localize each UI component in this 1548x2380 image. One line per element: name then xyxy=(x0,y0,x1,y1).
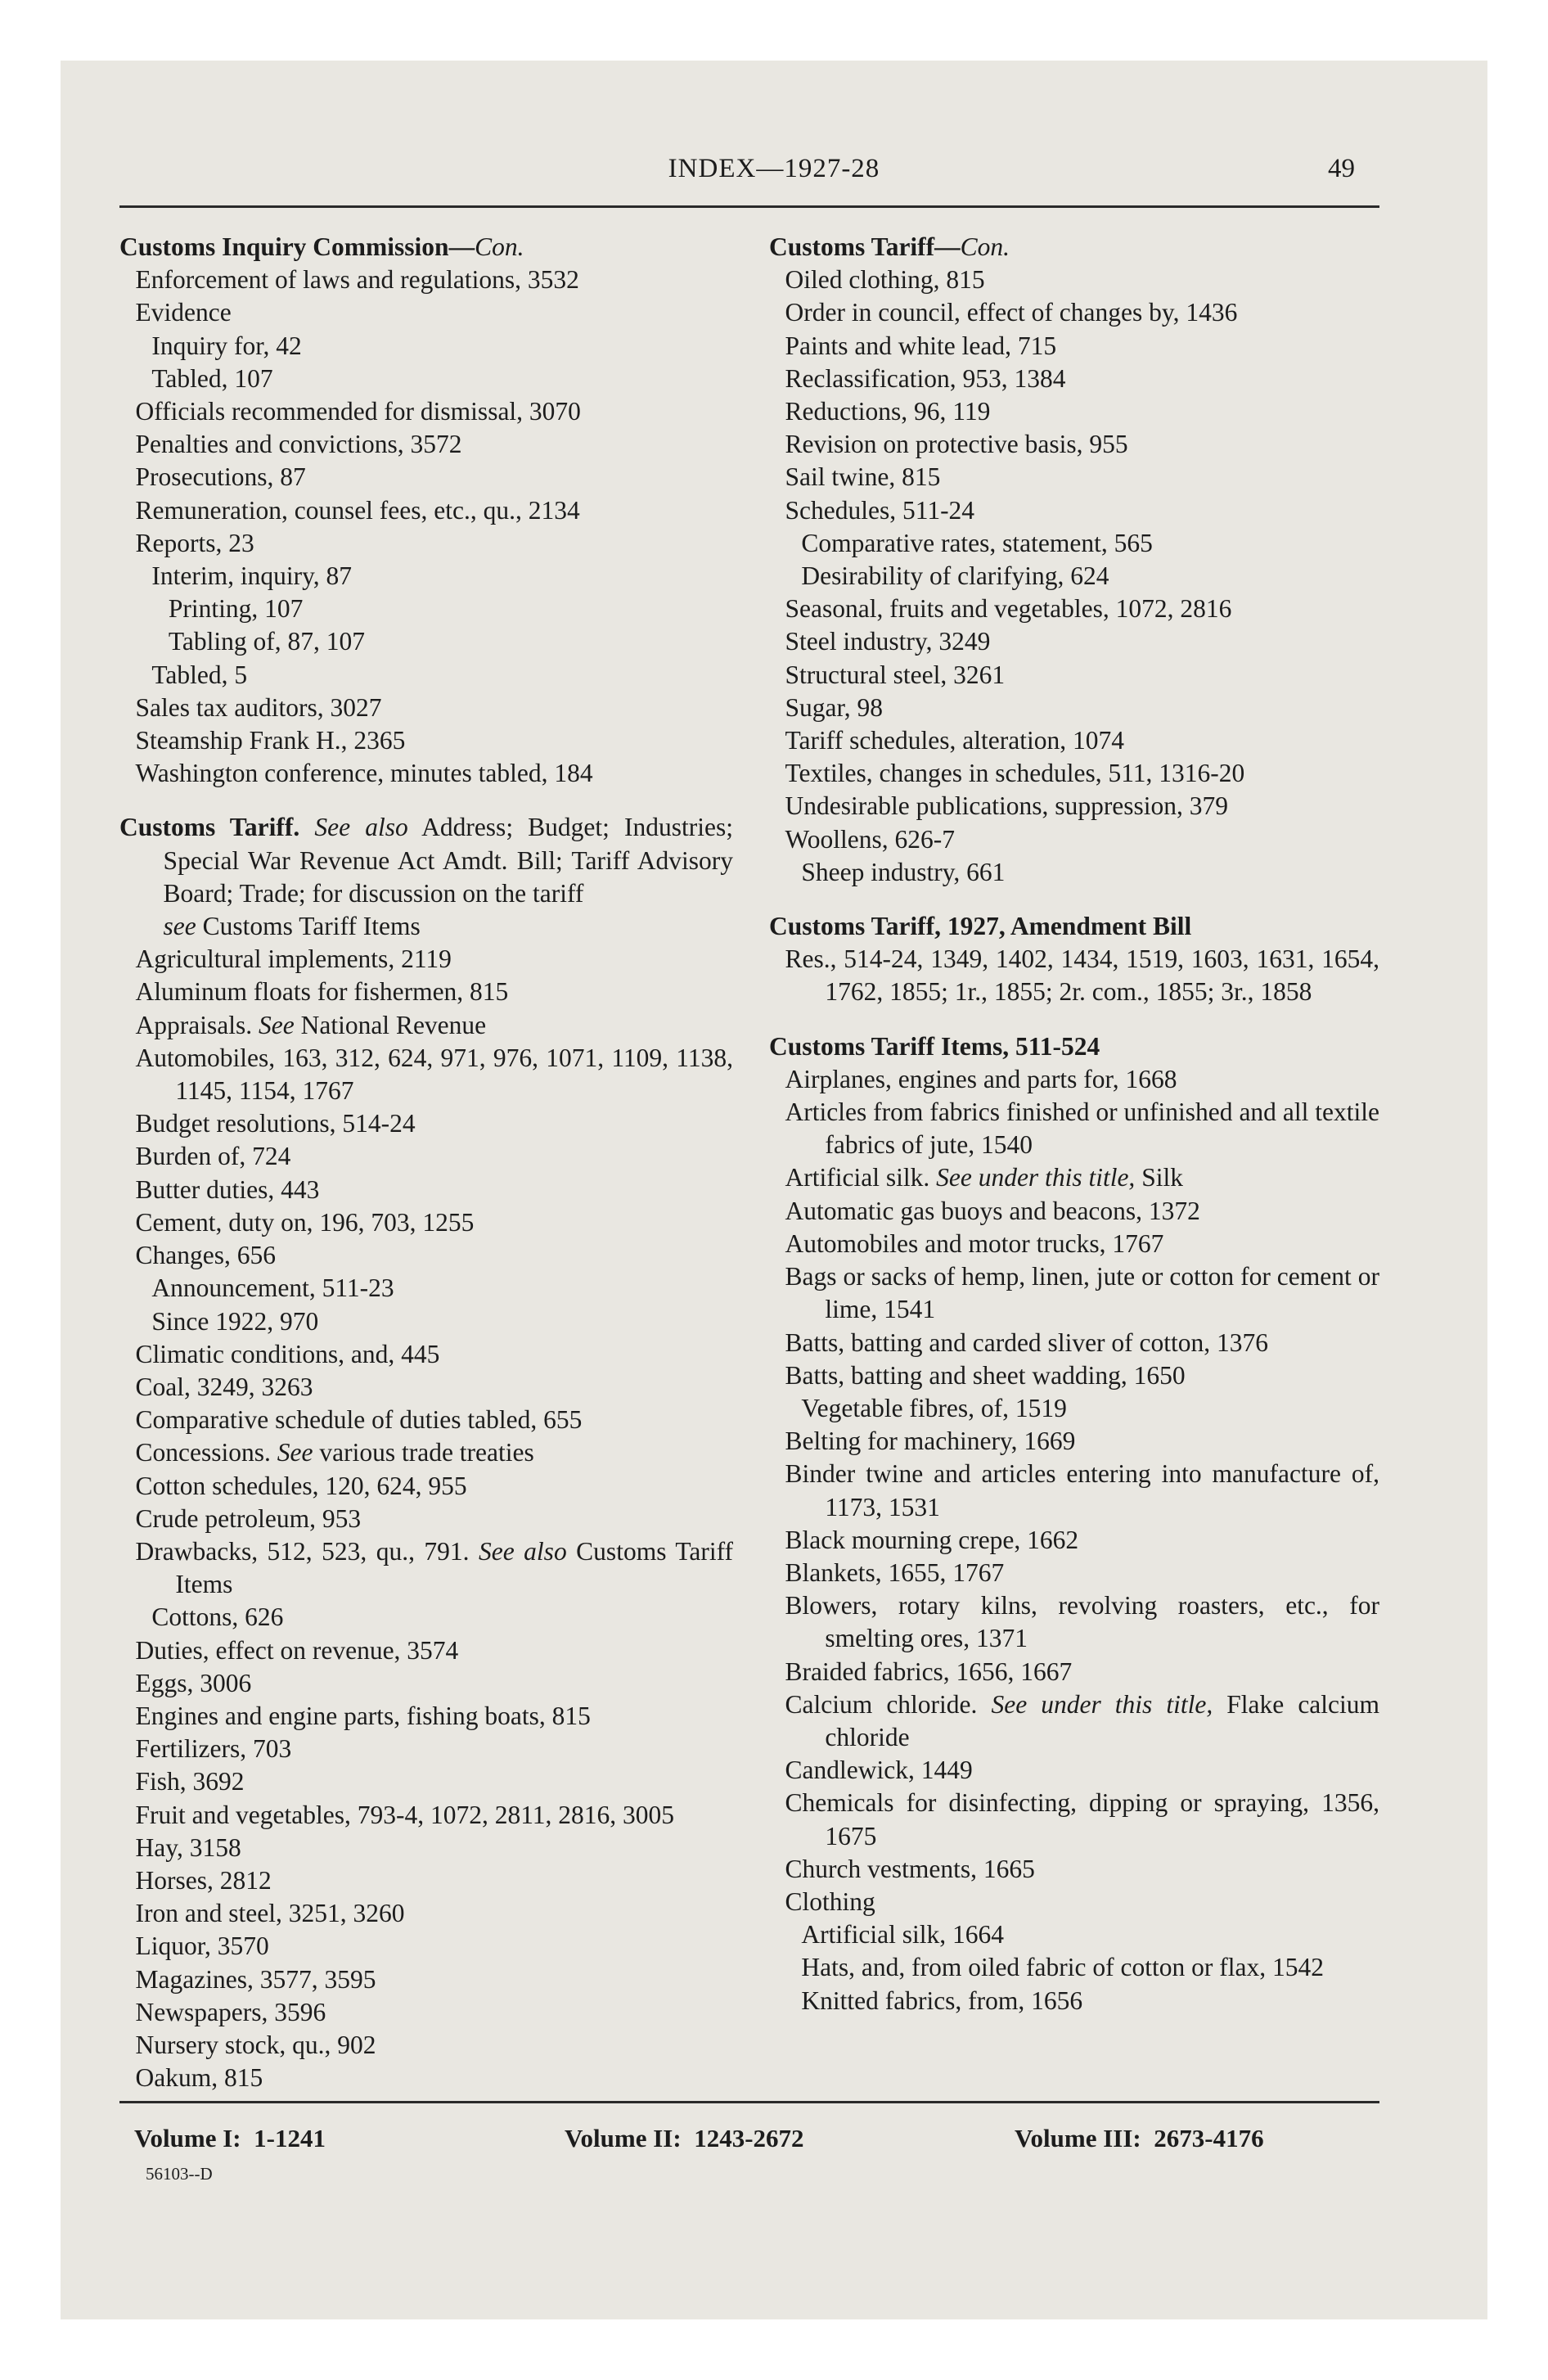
index-entry xyxy=(769,461,1379,494)
index-entry xyxy=(769,1787,1379,1852)
index-entry xyxy=(769,560,1379,593)
index-column-left xyxy=(119,231,733,2094)
print-code: 56103--D xyxy=(146,2164,213,2184)
volume-3-label: Volume III: xyxy=(1015,2124,1141,2152)
entry-text: Changes, 656 xyxy=(135,1241,276,1270)
see-reference: See under this title, xyxy=(936,1163,1136,1192)
section-gap xyxy=(769,1009,1379,1030)
index-entry xyxy=(119,1733,733,1765)
entry-text: Magazines, 3577, 3595 xyxy=(135,1964,376,1994)
entry-text: Climatic conditions, and, 445 xyxy=(135,1339,440,1368)
index-entry xyxy=(119,1634,733,1667)
entry-text: Vegetable fibres, of, 1519 xyxy=(801,1393,1067,1422)
section-gap xyxy=(119,790,733,811)
index-entry xyxy=(119,1174,733,1206)
index-entry xyxy=(769,1853,1379,1886)
entry-text: Crude petroleum, 953 xyxy=(135,1503,362,1533)
entry-text: Batts, batting and sheet wadding, 1650 xyxy=(785,1360,1186,1390)
index-entry xyxy=(119,2062,733,2094)
header-rule xyxy=(119,205,1379,208)
index-entry xyxy=(119,1272,733,1305)
index-heading xyxy=(119,231,733,264)
index-entry xyxy=(769,1063,1379,1096)
index-entry xyxy=(119,1601,733,1634)
entry-text: Since 1922, 970 xyxy=(151,1306,319,1336)
entry-text: Tabling of, 87, 107 xyxy=(168,627,365,656)
entry-text: Artificial silk. xyxy=(785,1163,930,1192)
index-entry xyxy=(119,1042,733,1107)
entry-text: Agricultural implements, 2119 xyxy=(135,944,452,974)
footer-volume-3 xyxy=(1015,2124,1264,2153)
index-entry xyxy=(769,1359,1379,1392)
index-heading xyxy=(769,1030,1379,1063)
page-title: INDEX—1927-28 xyxy=(668,154,880,183)
index-entry xyxy=(769,1656,1379,1688)
index-entry xyxy=(769,1918,1379,1951)
entry-text: Drawbacks, 512, 523, qu., 791. xyxy=(135,1536,470,1566)
index-heading xyxy=(769,910,1379,943)
entry-text: Blowers, rotary kilns, revolving roasters, etc., for smelting ores, 1371 xyxy=(785,1591,1379,1653)
see-reference: See also xyxy=(314,813,408,842)
entry-text: Bags or sacks of hemp, linen, jute or cotton for cement or lime, 1541 xyxy=(785,1262,1379,1324)
index-entry xyxy=(119,527,733,560)
entry-text: Hay, 3158 xyxy=(135,1832,241,1862)
index-entry xyxy=(119,1535,733,1601)
index-entry xyxy=(769,724,1379,757)
index-entry xyxy=(769,1392,1379,1425)
index-entry xyxy=(119,1140,733,1173)
see-reference: See xyxy=(277,1438,313,1467)
entry-text: Sail twine, 815 xyxy=(785,462,941,492)
index-entry xyxy=(769,659,1379,692)
entry-text: Burden of, 724 xyxy=(135,1142,291,1171)
index-entry xyxy=(769,1589,1379,1655)
index-entry xyxy=(119,560,733,593)
index-entry xyxy=(769,1754,1379,1787)
index-entry xyxy=(119,1963,733,1996)
index-entry xyxy=(769,1260,1379,1326)
index-entry xyxy=(119,1470,733,1503)
index-entry xyxy=(769,395,1379,428)
entry-text: Hats, and, from oiled fabric of cotton or flax, 1542 xyxy=(801,1953,1324,1982)
entry-text: Evidence xyxy=(135,298,232,327)
entry-text: Fish, 3692 xyxy=(135,1767,245,1796)
index-entry xyxy=(769,1557,1379,1589)
entry-text: Butter duties, 443 xyxy=(135,1174,320,1204)
entry-text: Officials recommended for dismissal, 3070 xyxy=(135,397,581,426)
entry-text: Budget resolutions, 514-24 xyxy=(135,1109,416,1138)
entry-text: Textiles, changes in schedules, 511, 1316-20 xyxy=(785,759,1245,788)
index-entry xyxy=(119,757,733,790)
entry-text: Automatic gas buoys and beacons, 1372 xyxy=(785,1196,1200,1225)
entry-text: Appraisals. xyxy=(135,1010,253,1039)
index-entry xyxy=(119,1897,733,1930)
entry-text: Washington conference, minutes tabled, 184 xyxy=(135,759,593,788)
entry-text: Steamship Frank H., 2365 xyxy=(135,726,406,755)
index-entry xyxy=(119,1503,733,1535)
index-entry xyxy=(769,330,1379,363)
index-entry xyxy=(769,264,1379,296)
volume-1-label: Volume I: xyxy=(134,2124,241,2152)
index-entry xyxy=(119,1009,733,1042)
entry-text: Iron and steel, 3251, 3260 xyxy=(135,1899,405,1928)
index-entry xyxy=(119,724,733,757)
index-entry xyxy=(119,593,733,625)
entry-text: Calcium chloride. xyxy=(785,1689,978,1719)
entry-text: Seasonal, fruits and vegetables, 1072, 2816 xyxy=(785,594,1232,624)
volume-3-range: 2673-4176 xyxy=(1154,2124,1264,2152)
index-entry xyxy=(769,823,1379,856)
entry-text: Woollens, 626-7 xyxy=(785,824,955,854)
index-entry xyxy=(119,1305,733,1338)
entry-text: Undesirable publications, suppression, 379 xyxy=(785,791,1229,821)
index-entry xyxy=(119,659,733,692)
entry-text: Aluminum floats for fishermen, 815 xyxy=(135,977,509,1007)
index-entry xyxy=(769,625,1379,658)
entry-text: Cotton schedules, 120, 624, 955 xyxy=(135,1471,467,1500)
index-entry xyxy=(119,943,733,976)
entry-text: Oiled clothing, 815 xyxy=(785,265,985,295)
entry-text: Belting for machinery, 1669 xyxy=(785,1427,1076,1456)
entry-text: Eggs, 3006 xyxy=(135,1668,252,1697)
index-entry xyxy=(119,395,733,428)
index-entry xyxy=(769,1228,1379,1260)
entry-text: Steel industry, 3249 xyxy=(785,627,991,656)
entry-text: Tabled, 5 xyxy=(151,660,248,689)
entry-text: Inquiry for, 42 xyxy=(151,331,302,360)
entry-text: Sales tax auditors, 3027 xyxy=(135,692,382,722)
index-entry xyxy=(119,1239,733,1272)
index-entry xyxy=(769,1327,1379,1359)
index-entry xyxy=(119,363,733,395)
index-entry xyxy=(119,692,733,724)
index-entry xyxy=(119,1930,733,1963)
footer-volume-1 xyxy=(134,2124,326,2153)
index-entry xyxy=(119,296,733,329)
index-entry xyxy=(769,1425,1379,1458)
index-entry xyxy=(769,692,1379,724)
see-reference: see xyxy=(163,912,196,941)
volume-2-label: Volume II: xyxy=(565,2124,682,2152)
index-entry xyxy=(769,1951,1379,1984)
entry-text: Reports, 23 xyxy=(135,528,254,557)
entry-text: Desirability of clarifying, 624 xyxy=(801,561,1109,591)
index-entry xyxy=(119,428,733,461)
index-entry xyxy=(769,494,1379,527)
entry-text: Newspapers, 3596 xyxy=(135,1997,326,2026)
index-entry xyxy=(769,593,1379,625)
entry-text: Sheep industry, 661 xyxy=(801,857,1006,886)
index-entry xyxy=(769,856,1379,889)
cross-reference-text: Flake calcium chloride xyxy=(825,1689,1380,1751)
entry-text: Res., 514-24, 1349, 1402, 1434, 1519, 1603, 1631, 1654, 1762, 1855; 1r., 1855; 2r. com., 1855; 3r., 1858 xyxy=(785,944,1379,1007)
index-entry xyxy=(119,330,733,363)
entry-text: Articles from fabrics finished or unfinished and all textile fabrics of jute, 1540 xyxy=(785,1098,1379,1160)
entry-text: Horses, 2812 xyxy=(135,1865,272,1895)
index-entry xyxy=(769,1688,1379,1754)
entry-text: Knitted fabrics, from, 1656 xyxy=(801,1986,1083,2015)
entry-text: Printing, 107 xyxy=(168,594,304,624)
entry-text: Enforcement of laws and regulations, 3532 xyxy=(135,265,579,295)
section-gap xyxy=(769,889,1379,910)
index-entry xyxy=(769,757,1379,790)
cross-reference-text: various trade treaties xyxy=(319,1438,534,1467)
entry-text: Braided fabrics, 1656, 1667 xyxy=(785,1657,1073,1686)
entry-text: Reclassification, 953, 1384 xyxy=(785,363,1066,393)
entry-text: Engines and engine parts, fishing boats, 815 xyxy=(135,1701,591,1730)
index-entry xyxy=(769,1985,1379,2017)
cross-reference-text: Customs Tariff Items xyxy=(202,912,421,941)
index-entry xyxy=(119,1371,733,1404)
entry-text: Coal, 3249, 3263 xyxy=(135,1372,313,1401)
entry-text: Candlewick, 1449 xyxy=(785,1756,973,1785)
entry-text: Cement, duty on, 196, 703, 1255 xyxy=(135,1207,475,1237)
index-entry xyxy=(119,1700,733,1733)
heading-text: Customs Tariff. xyxy=(119,813,300,842)
heading-text: Customs Tariff— xyxy=(769,232,961,261)
index-entry xyxy=(119,264,733,296)
entry-text: Schedules, 511-24 xyxy=(785,495,975,525)
index-entry xyxy=(119,1107,733,1140)
see-reference: See also xyxy=(479,1536,567,1566)
volume-1-range: 1-1241 xyxy=(254,2124,326,2152)
entry-text: Chemicals for disinfecting, dipping or spraying, 1356, 1675 xyxy=(785,1788,1379,1850)
index-entry xyxy=(119,1832,733,1864)
entry-text: Batts, batting and carded sliver of cotton, 1376 xyxy=(785,1327,1269,1357)
index-entry xyxy=(119,494,733,527)
entry-text: Remuneration, counsel fees, etc., qu., 2134 xyxy=(135,495,580,525)
index-entry xyxy=(119,1206,733,1239)
entry-text: Liquor, 3570 xyxy=(135,1931,269,1961)
entry-text: Revision on protective basis, 955 xyxy=(785,430,1128,459)
index-entry xyxy=(769,1458,1379,1523)
entry-text: Oakum, 815 xyxy=(135,2063,263,2093)
entry-text: Reductions, 96, 119 xyxy=(785,397,991,426)
index-entry xyxy=(769,363,1379,395)
index-entry xyxy=(119,461,733,494)
index-entry xyxy=(119,1799,733,1832)
entry-text: Automobiles, 163, 312, 624, 971, 976, 1071, 1109, 1138, 1145, 1154, 1767 xyxy=(135,1043,733,1106)
entry-text: Comparative rates, statement, 565 xyxy=(801,528,1153,557)
index-entry xyxy=(119,2029,733,2062)
entry-text: Black mourning crepe, 1662 xyxy=(785,1525,1079,1554)
index-entry xyxy=(119,1667,733,1700)
entry-text: Blankets, 1655, 1767 xyxy=(785,1557,1005,1587)
index-entry xyxy=(119,1338,733,1371)
index-entry xyxy=(769,943,1379,1008)
entry-text: Comparative schedule of duties tabled, 655 xyxy=(135,1405,583,1435)
entry-text: Tabled, 107 xyxy=(151,363,273,393)
index-entry xyxy=(119,625,733,658)
cross-reference-text: Silk xyxy=(1141,1163,1183,1192)
entry-text: Sugar, 98 xyxy=(785,692,883,722)
entry-text: Binder twine and articles entering into manufacture of, 1173, 1531 xyxy=(785,1459,1379,1521)
cross-reference-text: National Revenue xyxy=(300,1010,487,1039)
entry-text: Tariff schedules, alteration, 1074 xyxy=(785,726,1124,755)
entry-text: Concessions. xyxy=(135,1438,271,1467)
page-number: 49 xyxy=(1328,154,1355,183)
footer-volume-2 xyxy=(565,2124,804,2153)
index-entry xyxy=(769,1161,1379,1194)
cross-reference-text: Address; Budget; Industries; Special War Revenue Act Amdt. Bill; Tariff Advisory Board; Trade; for discussion on the tariff xyxy=(163,813,734,908)
index-entry xyxy=(119,1404,733,1436)
entry-text: Penalties and convictions, 3572 xyxy=(135,430,462,459)
index-entry xyxy=(119,976,733,1008)
see-reference: See xyxy=(259,1010,295,1039)
index-entry xyxy=(769,296,1379,329)
index-heading xyxy=(769,231,1379,264)
see-reference: See under this title, xyxy=(991,1689,1213,1719)
heading-text: Customs Tariff Items, 511-524 xyxy=(769,1031,1100,1061)
heading-suffix: Con. xyxy=(960,232,1010,261)
entry-text: Paints and white lead, 715 xyxy=(785,331,1057,360)
heading-suffix: Con. xyxy=(475,232,524,261)
entry-text: Interim, inquiry, 87 xyxy=(151,561,353,591)
index-entry xyxy=(119,1996,733,2029)
index-entry xyxy=(119,1864,733,1897)
index-entry xyxy=(769,1096,1379,1161)
index-entry xyxy=(119,1436,733,1469)
index-entry xyxy=(769,1524,1379,1557)
index-heading xyxy=(119,811,733,943)
entry-text: Order in council, effect of changes by, 1436 xyxy=(785,298,1238,327)
cross-reference-text: Customs Tariff Items xyxy=(175,1536,734,1599)
entry-text: Announcement, 511-23 xyxy=(151,1273,394,1303)
heading-text: Customs Inquiry Commission— xyxy=(119,232,475,261)
entry-text: Airplanes, engines and parts for, 1668 xyxy=(785,1064,1177,1093)
heading-text: Customs Tariff, 1927, Amendment Bill xyxy=(769,912,1192,941)
index-entry xyxy=(769,790,1379,823)
entry-text: Automobiles and motor trucks, 1767 xyxy=(785,1228,1164,1258)
index-entry xyxy=(769,1886,1379,1918)
index-column-right xyxy=(769,231,1379,2017)
entry-text: Cottons, 626 xyxy=(151,1602,284,1632)
volume-2-range: 1243-2672 xyxy=(694,2124,804,2152)
entry-text: Fertilizers, 703 xyxy=(135,1734,292,1764)
index-entry xyxy=(769,527,1379,560)
index-entry xyxy=(119,1765,733,1798)
entry-text: Church vestments, 1665 xyxy=(785,1854,1035,1883)
entry-text: Prosecutions, 87 xyxy=(135,462,306,492)
entry-text: Clothing xyxy=(785,1886,875,1916)
entry-text: Duties, effect on revenue, 3574 xyxy=(135,1635,459,1665)
entry-text: Artificial silk, 1664 xyxy=(801,1920,1004,1950)
entry-text: Fruit and vegetables, 793-4, 1072, 2811, 2816, 3005 xyxy=(135,1800,675,1829)
footer-rule xyxy=(119,2101,1379,2103)
entry-text: Nursery stock, qu., 902 xyxy=(135,2030,376,2059)
index-entry xyxy=(769,428,1379,461)
index-entry xyxy=(769,1195,1379,1228)
entry-text: Structural steel, 3261 xyxy=(785,660,1006,689)
